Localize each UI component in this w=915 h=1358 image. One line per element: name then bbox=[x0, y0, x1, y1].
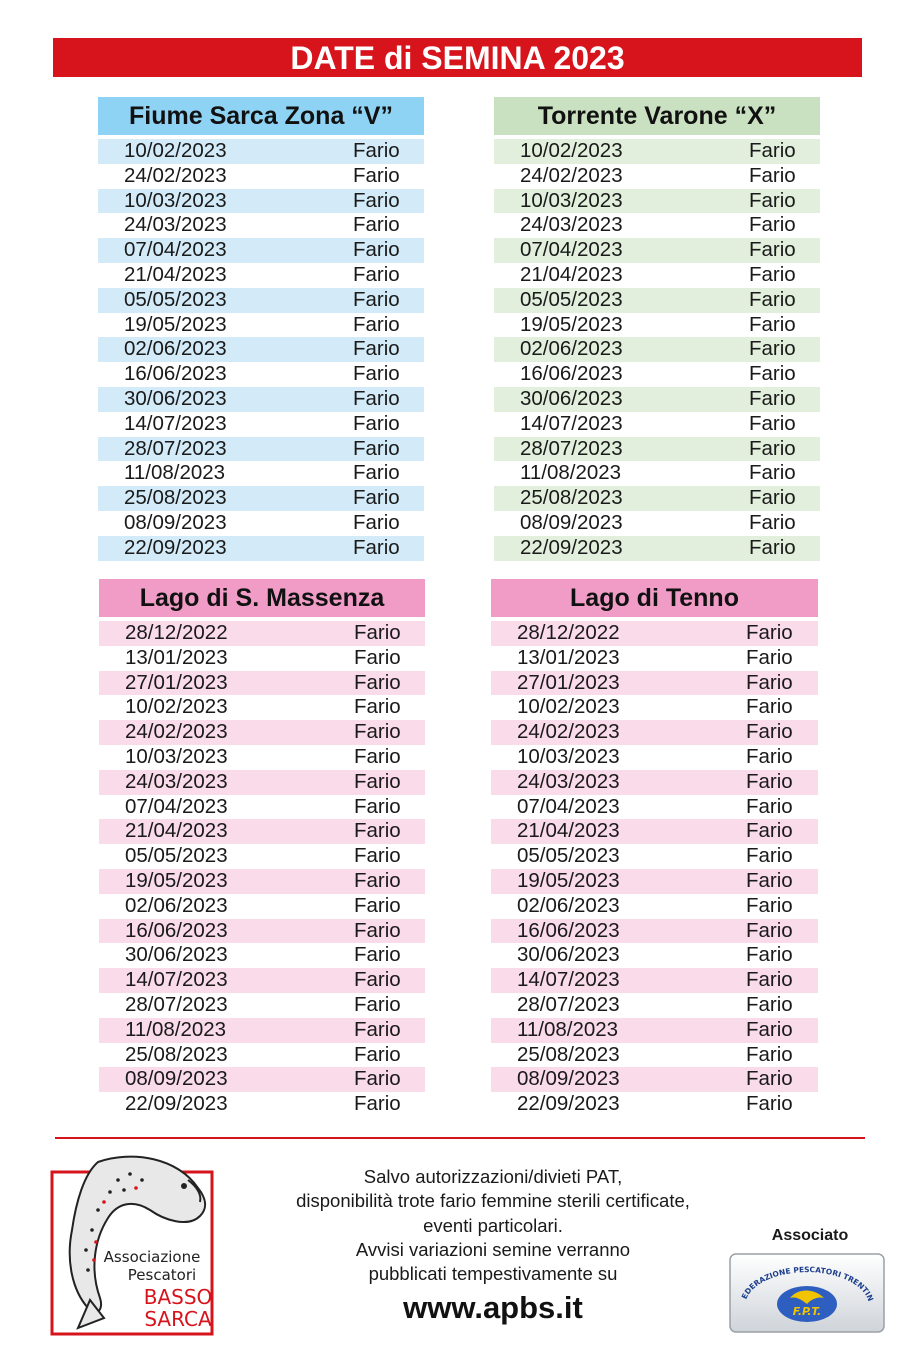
svg-text:F.P.T.: F.P.T. bbox=[792, 1305, 822, 1318]
list-item bbox=[494, 139, 820, 164]
list-item bbox=[494, 486, 820, 511]
fish-type: Fario bbox=[746, 769, 793, 793]
list-item bbox=[494, 387, 820, 412]
date-value: 10/02/2023 bbox=[125, 695, 228, 719]
fish-type: Fario bbox=[354, 819, 401, 843]
list-item bbox=[491, 968, 818, 993]
date-value: 22/09/2023 bbox=[125, 1092, 228, 1116]
fish-type: Fario bbox=[746, 893, 793, 917]
list-item bbox=[98, 387, 424, 412]
fish-type: Fario bbox=[749, 139, 796, 162]
fish-type: Fario bbox=[749, 262, 796, 286]
fish-type: Fario bbox=[746, 968, 793, 992]
date-value: 10/03/2023 bbox=[125, 744, 228, 768]
date-value: 07/04/2023 bbox=[517, 794, 620, 818]
fish-type: Fario bbox=[746, 744, 793, 768]
list-item bbox=[99, 1043, 425, 1068]
date-value: 11/08/2023 bbox=[125, 1017, 227, 1041]
list-item bbox=[491, 695, 818, 720]
fish-type: Fario bbox=[749, 213, 796, 237]
list-item bbox=[99, 1092, 425, 1117]
date-value: 25/08/2023 bbox=[520, 486, 623, 510]
notice-line: disponibilità trote fario femmine sterili certificate, bbox=[296, 1190, 690, 1212]
date-value: 21/04/2023 bbox=[517, 819, 620, 843]
date-value: 16/06/2023 bbox=[125, 918, 228, 942]
date-value: 05/05/2023 bbox=[124, 287, 227, 311]
date-value: 24/02/2023 bbox=[517, 720, 620, 744]
date-value: 10/02/2023 bbox=[124, 139, 227, 162]
list-item bbox=[99, 795, 425, 820]
list-item bbox=[491, 720, 818, 745]
panel-title: Torrente Varone “X” bbox=[494, 97, 820, 135]
date-value: 13/01/2023 bbox=[517, 645, 620, 669]
associated-label: Associato bbox=[771, 1227, 849, 1244]
fish-type: Fario bbox=[749, 510, 796, 534]
list-item bbox=[491, 1043, 818, 1068]
date-value: 02/06/2023 bbox=[124, 337, 227, 361]
date-value: 14/07/2023 bbox=[520, 411, 623, 435]
fish-type: Fario bbox=[749, 535, 796, 559]
date-value: 25/08/2023 bbox=[124, 486, 227, 510]
list-item bbox=[491, 1092, 818, 1117]
apbs-logo bbox=[38, 1150, 238, 1340]
list-item bbox=[98, 238, 424, 263]
fish-type: Fario bbox=[354, 769, 401, 793]
list-item bbox=[98, 412, 424, 437]
fish-type: Fario bbox=[354, 1017, 401, 1041]
date-value: 19/05/2023 bbox=[520, 312, 623, 336]
list-item bbox=[491, 943, 818, 968]
list-item bbox=[98, 337, 424, 362]
list-item bbox=[98, 139, 424, 164]
list-item bbox=[494, 362, 820, 387]
notice-line: Avvisi variazioni semine verranno bbox=[355, 1238, 631, 1260]
list-item bbox=[494, 238, 820, 263]
fpt-arc-text: EDERAZIONE PESCATORI TRENTIN bbox=[739, 1265, 876, 1303]
list-item bbox=[98, 189, 424, 214]
footer-divider bbox=[55, 1137, 865, 1139]
date-value: 14/07/2023 bbox=[517, 968, 620, 992]
notice-line: Salvo autorizzazioni/divieti PAT, bbox=[363, 1166, 623, 1187]
fish-type: Fario bbox=[354, 918, 401, 942]
fish-type: Fario bbox=[749, 386, 796, 410]
fpt-federation-badge bbox=[728, 1252, 886, 1334]
list-item bbox=[494, 213, 820, 238]
date-value: 28/12/2022 bbox=[517, 621, 620, 644]
list-item bbox=[99, 943, 425, 968]
fish-type: Fario bbox=[746, 1017, 793, 1041]
fish-type: Fario bbox=[353, 411, 400, 435]
list-item bbox=[491, 844, 818, 869]
fish-type: Fario bbox=[353, 238, 400, 262]
fish-type: Fario bbox=[746, 720, 793, 744]
fish-type: Fario bbox=[354, 744, 401, 768]
fish-type: Fario bbox=[746, 1042, 793, 1066]
dates-list bbox=[491, 621, 818, 1117]
list-item bbox=[99, 1018, 425, 1043]
date-value: 08/09/2023 bbox=[124, 510, 227, 534]
date-value: 07/04/2023 bbox=[124, 238, 227, 262]
fish-type: Fario bbox=[749, 188, 796, 212]
list-item bbox=[491, 770, 818, 795]
list-item bbox=[494, 189, 820, 214]
list-item bbox=[98, 164, 424, 189]
page-title: DATE di SEMINA 2023 bbox=[53, 38, 862, 77]
fish-type: Fario bbox=[353, 386, 400, 410]
date-value: 10/03/2023 bbox=[517, 744, 620, 768]
fish-type: Fario bbox=[746, 794, 793, 818]
list-item bbox=[98, 213, 424, 238]
list-item bbox=[494, 164, 820, 189]
fish-type: Fario bbox=[354, 621, 401, 644]
list-item bbox=[98, 288, 424, 313]
fish-type: Fario bbox=[749, 436, 796, 460]
date-value: 30/06/2023 bbox=[125, 943, 228, 967]
fish-type: Fario bbox=[353, 163, 400, 187]
list-item bbox=[99, 968, 425, 993]
list-item bbox=[99, 869, 425, 894]
list-item bbox=[494, 511, 820, 536]
date-value: 16/06/2023 bbox=[517, 918, 620, 942]
date-value: 22/09/2023 bbox=[517, 1092, 620, 1116]
list-item bbox=[98, 536, 424, 561]
fish-type: Fario bbox=[749, 337, 796, 361]
date-value: 14/07/2023 bbox=[125, 968, 228, 992]
list-item bbox=[491, 795, 818, 820]
panel-lago-tenno bbox=[491, 579, 818, 1117]
list-item bbox=[99, 919, 425, 944]
list-item bbox=[494, 437, 820, 462]
date-value: 16/06/2023 bbox=[124, 362, 227, 386]
date-value: 24/03/2023 bbox=[125, 769, 228, 793]
fish-type: Fario bbox=[354, 1092, 401, 1116]
date-value: 02/06/2023 bbox=[517, 893, 620, 917]
date-value: 21/04/2023 bbox=[125, 819, 228, 843]
date-value: 22/09/2023 bbox=[124, 535, 227, 559]
date-value: 28/07/2023 bbox=[517, 992, 620, 1016]
panel-lago-massenza bbox=[99, 579, 425, 1117]
fish-type: Fario bbox=[746, 1092, 793, 1116]
fish-type: Fario bbox=[354, 794, 401, 818]
date-value: 28/07/2023 bbox=[520, 436, 623, 460]
fish-type: Fario bbox=[749, 163, 796, 187]
list-item bbox=[491, 993, 818, 1018]
date-value: 27/01/2023 bbox=[125, 670, 228, 694]
svg-text:Pescatori: Pescatori bbox=[127, 1266, 197, 1284]
list-item bbox=[494, 337, 820, 362]
fish-type: Fario bbox=[746, 621, 793, 644]
notice-line: eventi particolari. bbox=[423, 1214, 563, 1236]
date-value: 24/02/2023 bbox=[520, 163, 623, 187]
trout-fish-icon bbox=[38, 1150, 238, 1340]
date-value: 24/03/2023 bbox=[124, 213, 227, 237]
list-item bbox=[98, 437, 424, 462]
date-value: 21/04/2023 bbox=[520, 262, 623, 286]
list-item bbox=[98, 263, 424, 288]
fish-type: Fario bbox=[749, 238, 796, 262]
date-value: 02/06/2023 bbox=[520, 337, 623, 361]
list-item bbox=[491, 1067, 818, 1092]
fish-type: Fario bbox=[746, 844, 793, 868]
fish-type: Fario bbox=[353, 535, 400, 559]
fish-type: Fario bbox=[354, 720, 401, 744]
list-item bbox=[99, 1067, 425, 1092]
fish-type: Fario bbox=[354, 670, 401, 694]
list-item bbox=[98, 486, 424, 511]
date-value: 11/08/2023 bbox=[517, 1017, 619, 1041]
website-link[interactable]: www.apbs.it bbox=[403, 1290, 583, 1325]
date-value: 14/07/2023 bbox=[124, 411, 227, 435]
date-value: 10/02/2023 bbox=[520, 139, 623, 162]
fish-type: Fario bbox=[746, 943, 793, 967]
fish-type: Fario bbox=[353, 213, 400, 237]
list-item bbox=[494, 536, 820, 561]
date-value: 25/08/2023 bbox=[125, 1042, 228, 1066]
fish-type: Fario bbox=[749, 461, 796, 485]
date-value: 07/04/2023 bbox=[125, 794, 228, 818]
date-value: 28/12/2022 bbox=[125, 621, 228, 644]
fish-type: Fario bbox=[354, 645, 401, 669]
fish-type: Fario bbox=[746, 670, 793, 694]
list-item bbox=[99, 770, 425, 795]
panel-torrente-varone bbox=[494, 97, 820, 561]
list-item bbox=[494, 313, 820, 338]
fish-type: Fario bbox=[354, 695, 401, 719]
date-value: 08/09/2023 bbox=[125, 1067, 228, 1091]
date-value: 25/08/2023 bbox=[517, 1042, 620, 1066]
fish-type: Fario bbox=[749, 362, 796, 386]
fish-type: Fario bbox=[749, 312, 796, 336]
date-value: 30/06/2023 bbox=[124, 386, 227, 410]
fish-type: Fario bbox=[746, 868, 793, 892]
date-value: 24/02/2023 bbox=[124, 163, 227, 187]
fish-type: Fario bbox=[354, 992, 401, 1016]
svg-text:SARCA: SARCA bbox=[144, 1307, 212, 1331]
list-item bbox=[491, 869, 818, 894]
date-value: 30/06/2023 bbox=[517, 943, 620, 967]
list-item bbox=[99, 646, 425, 671]
fish-type: Fario bbox=[749, 411, 796, 435]
list-item bbox=[491, 621, 818, 646]
fish-type: Fario bbox=[353, 362, 400, 386]
date-value: 05/05/2023 bbox=[125, 844, 228, 868]
svg-text:Associazione: Associazione bbox=[103, 1248, 201, 1266]
date-value: 24/03/2023 bbox=[520, 213, 623, 237]
fish-type: Fario bbox=[353, 436, 400, 460]
date-value: 28/07/2023 bbox=[125, 992, 228, 1016]
fpt-badge bbox=[728, 1252, 886, 1334]
date-value: 19/05/2023 bbox=[124, 312, 227, 336]
date-value: 10/03/2023 bbox=[520, 188, 623, 212]
fish-type: Fario bbox=[353, 188, 400, 212]
fish-type: Fario bbox=[749, 486, 796, 510]
list-item bbox=[98, 461, 424, 486]
fish-type: Fario bbox=[354, 943, 401, 967]
notice-line: pubblicati tempestivamente su bbox=[368, 1263, 618, 1285]
date-value: 24/03/2023 bbox=[517, 769, 620, 793]
list-item bbox=[494, 412, 820, 437]
list-item bbox=[491, 1018, 818, 1043]
list-item bbox=[491, 919, 818, 944]
list-item bbox=[494, 263, 820, 288]
fish-type: Fario bbox=[354, 968, 401, 992]
fish-type: Fario bbox=[353, 486, 400, 510]
list-item bbox=[491, 894, 818, 919]
fish-type: Fario bbox=[746, 992, 793, 1016]
fish-type: Fario bbox=[354, 1067, 401, 1091]
date-value: 16/06/2023 bbox=[520, 362, 623, 386]
date-value: 21/04/2023 bbox=[124, 262, 227, 286]
list-item bbox=[99, 695, 425, 720]
fish-type: Fario bbox=[354, 844, 401, 868]
dates-list bbox=[494, 139, 820, 561]
date-value: 22/09/2023 bbox=[520, 535, 623, 559]
date-value: 10/02/2023 bbox=[517, 695, 620, 719]
fish-type: Fario bbox=[354, 868, 401, 892]
date-value: 02/06/2023 bbox=[125, 893, 228, 917]
fish-type: Fario bbox=[746, 819, 793, 843]
fish-type: Fario bbox=[353, 262, 400, 286]
list-item bbox=[99, 671, 425, 696]
date-value: 10/03/2023 bbox=[124, 188, 227, 212]
fish-type: Fario bbox=[746, 645, 793, 669]
list-item bbox=[98, 362, 424, 387]
fish-type: Fario bbox=[749, 287, 796, 311]
list-item bbox=[491, 646, 818, 671]
fish-type: Fario bbox=[354, 893, 401, 917]
panel-fiume-sarca bbox=[98, 97, 424, 561]
dates-list bbox=[99, 621, 425, 1117]
date-value: 28/07/2023 bbox=[124, 436, 227, 460]
date-value: 13/01/2023 bbox=[125, 645, 228, 669]
fish-type: Fario bbox=[354, 1042, 401, 1066]
date-value: 07/04/2023 bbox=[520, 238, 623, 262]
date-value: 11/08/2023 bbox=[124, 461, 226, 485]
list-item bbox=[99, 819, 425, 844]
list-item bbox=[494, 461, 820, 486]
fish-type: Fario bbox=[353, 287, 400, 311]
list-item bbox=[99, 894, 425, 919]
date-value: 05/05/2023 bbox=[520, 287, 623, 311]
date-value: 24/02/2023 bbox=[125, 720, 228, 744]
fish-type: Fario bbox=[353, 139, 400, 162]
list-item bbox=[99, 844, 425, 869]
date-value: 19/05/2023 bbox=[125, 868, 228, 892]
date-value: 30/06/2023 bbox=[520, 386, 623, 410]
list-item bbox=[98, 511, 424, 536]
svg-text:BASSO: BASSO bbox=[143, 1285, 213, 1309]
semine-notice bbox=[258, 1165, 728, 1286]
panel-title: Lago di S. Massenza bbox=[99, 579, 425, 617]
list-item bbox=[494, 288, 820, 313]
fish-type: Fario bbox=[353, 337, 400, 361]
list-item bbox=[491, 819, 818, 844]
list-item bbox=[99, 621, 425, 646]
panel-title: Lago di Tenno bbox=[491, 579, 818, 617]
fish-type: Fario bbox=[353, 461, 400, 485]
dates-list bbox=[98, 139, 424, 561]
fish-type: Fario bbox=[353, 312, 400, 336]
date-value: 19/05/2023 bbox=[517, 868, 620, 892]
date-value: 08/09/2023 bbox=[517, 1067, 620, 1091]
list-item bbox=[99, 993, 425, 1018]
list-item bbox=[98, 313, 424, 338]
date-value: 05/05/2023 bbox=[517, 844, 620, 868]
fish-type: Fario bbox=[353, 510, 400, 534]
panel-title: Fiume Sarca Zona “V” bbox=[98, 97, 424, 135]
date-value: 08/09/2023 bbox=[520, 510, 623, 534]
list-item bbox=[491, 745, 818, 770]
fish-type: Fario bbox=[746, 1067, 793, 1091]
fish-type: Fario bbox=[746, 695, 793, 719]
date-value: 11/08/2023 bbox=[520, 461, 622, 485]
date-value: 27/01/2023 bbox=[517, 670, 620, 694]
list-item bbox=[491, 671, 818, 696]
list-item bbox=[99, 745, 425, 770]
list-item bbox=[99, 720, 425, 745]
fish-type: Fario bbox=[746, 918, 793, 942]
